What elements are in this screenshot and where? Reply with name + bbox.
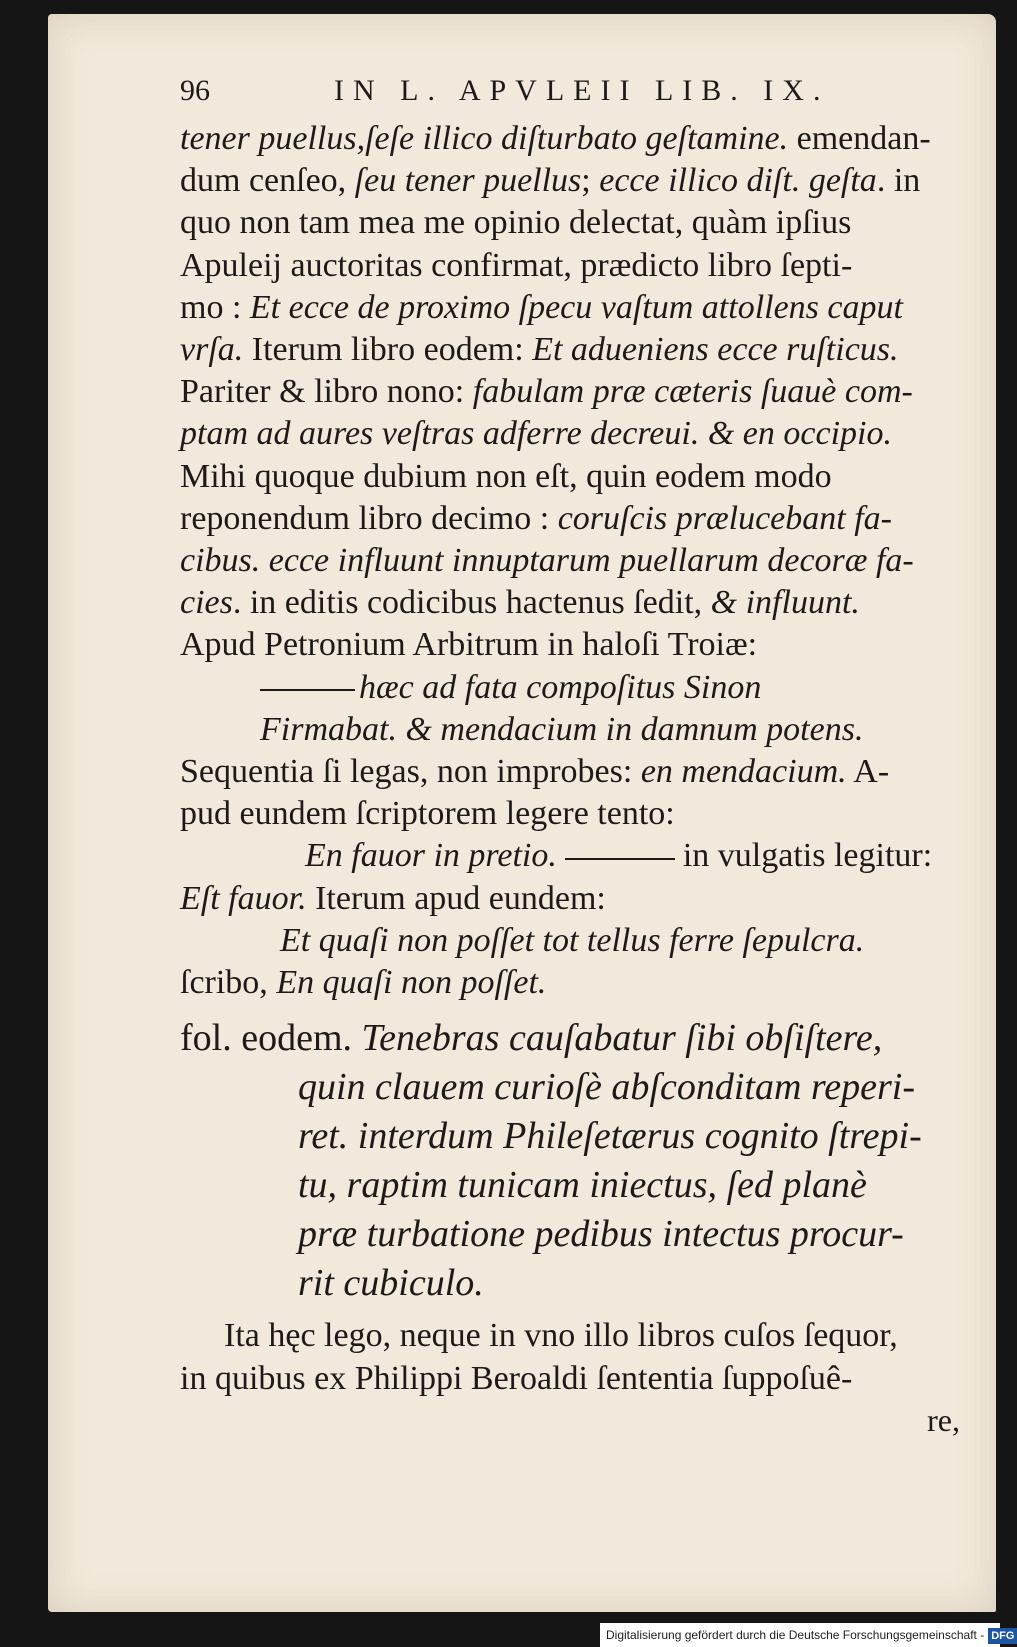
verse-line xyxy=(180,667,960,709)
paragraph-second xyxy=(180,751,960,835)
text-line xyxy=(180,793,960,835)
text-line xyxy=(180,878,960,920)
text-segment: . in editis codicibus hactenus ſedit, xyxy=(232,584,711,622)
text-line xyxy=(180,582,960,624)
text-line xyxy=(180,371,960,413)
running-head xyxy=(180,74,960,118)
text-segment: en mendacium. xyxy=(640,753,847,791)
text-line xyxy=(180,456,960,498)
text-segment: Eſt fauor. xyxy=(180,879,307,917)
text-line xyxy=(180,160,960,202)
paragraph-third xyxy=(180,878,960,920)
text-segment: Et ecce de proximo ſpecu vaſtum attollens caput xyxy=(249,288,903,326)
text-segment: vrſa. xyxy=(180,331,244,369)
text-segment: tener puellus,ſeſe illico diſturbato geſtamine. xyxy=(180,120,789,157)
verse-text: Et quaſi non poſſet tot tellus ferre ſepulcra. xyxy=(280,921,865,959)
fol-quote-line: rit cubiculo. xyxy=(298,1262,484,1305)
text-segment: Apuleij auctoritas confirmat, prædicto libro ſepti- xyxy=(180,246,853,284)
text-segment: Pariter & libro nono: xyxy=(180,373,473,411)
text-segment: coruſcis prælucebant fa- xyxy=(557,499,892,537)
text-line xyxy=(180,624,960,666)
text-line xyxy=(180,118,960,160)
paragraph-fourth xyxy=(180,962,960,1004)
text-segment: ſcribo, xyxy=(180,964,277,1002)
text-segment: fabulam præ cæteris ſuauè com- xyxy=(472,373,913,411)
fol-continuation xyxy=(180,1063,960,1308)
text-line xyxy=(180,202,960,244)
text-segment: . in xyxy=(876,162,921,200)
fol-head: fol. eodem. xyxy=(180,1017,353,1060)
footer-credit xyxy=(600,1623,1015,1647)
text-segment: Iterum apud eundem: xyxy=(306,879,606,917)
catchword: re, xyxy=(927,1402,960,1439)
text-segment: Et adueniens ecce ruſticus. xyxy=(532,331,899,369)
verse-text: hæc ad fata compoſitus Sinon xyxy=(359,668,762,706)
dfg-logo: DFG xyxy=(988,1628,1017,1644)
text-segment: emendan- xyxy=(788,120,931,157)
fol-quote: Tenebras cauſabatur ſibi obſiſtere, xyxy=(361,1017,883,1060)
text-segment: ptam ad aures veſtras adferre decreui. & en occipio. xyxy=(180,415,892,453)
verse-line xyxy=(180,920,960,962)
running-title: IN L. APVLEII LIB. IX. xyxy=(334,74,830,107)
text-segment: cies xyxy=(180,584,233,622)
fol-quote-line: quin clauem curioſè abſconditam reperi- xyxy=(298,1066,916,1109)
text-segment: En quaſi non poſſet. xyxy=(276,964,547,1002)
text-segment: quo non tam mea me opinio delectat, quàm ipſius xyxy=(180,204,852,242)
page-text xyxy=(180,74,960,1440)
text-segment: & influunt. xyxy=(710,584,860,622)
text-segment: Mihi quoque dubium non eſt, quin eodem modo xyxy=(180,457,832,495)
text-segment: cibus. ecce influunt innuptarum puellarum decoræ fa- xyxy=(180,542,914,580)
verse-text: Firmabat. & mendacium in damnum potens. xyxy=(260,710,864,748)
closing-paragraph xyxy=(180,1314,960,1400)
text-segment: ſeu tener puellus xyxy=(354,162,582,200)
text-segment: ; xyxy=(581,162,600,200)
closing-line: Ita hęc lego, neque in vno illo libros cuſos ſequor, xyxy=(224,1317,898,1355)
text-segment: A- xyxy=(846,753,890,791)
text-segment: Apud Petronium Arbitrum in haloſi Troiæ: xyxy=(180,626,758,664)
text-line xyxy=(180,751,960,793)
fol-section xyxy=(180,1014,960,1308)
text-line xyxy=(180,413,960,455)
verse-note: in vulgatis legitur: xyxy=(682,837,933,875)
verse-line xyxy=(180,835,960,877)
verse-dash xyxy=(260,689,355,691)
text-segment: pud eundem ſcriptorem legere tento: xyxy=(180,795,675,833)
text-segment: reponendum libro decimo : xyxy=(180,499,558,537)
text-line xyxy=(180,540,960,582)
page-number: 96 xyxy=(180,74,210,107)
text-line xyxy=(180,329,960,371)
text-line xyxy=(180,498,960,540)
text-segment: ecce illico diſt. geſta xyxy=(599,162,877,200)
verse-line xyxy=(180,709,960,751)
book-page xyxy=(48,14,996,1612)
closing-line: in quibus ex Philippi Beroaldi ſententia ſuppoſuê- xyxy=(180,1360,853,1398)
text-segment: mo : xyxy=(180,288,250,326)
verse-dash xyxy=(565,858,675,860)
paragraph-main xyxy=(180,118,960,667)
text-segment: Iterum libro eodem: xyxy=(243,331,533,369)
fol-first-line xyxy=(180,1014,960,1063)
verse-text: En fauor in pretio. xyxy=(305,837,557,875)
text-line xyxy=(180,245,960,287)
text-line xyxy=(180,962,960,1004)
text-segment: dum cenſeo, xyxy=(180,162,355,200)
footer-text: Digitalisierung gefördert durch die Deutsche Forschungsgemeinschaft - xyxy=(606,1628,985,1642)
text-segment: Sequentia ſi legas, non improbes: xyxy=(180,753,641,791)
fol-quote-line: præ turbatione pedibus intectus procur- xyxy=(298,1213,904,1256)
text-line xyxy=(180,287,960,329)
fol-quote-line: tu, raptim tunicam iniectus, ſed planè xyxy=(298,1164,867,1207)
fol-quote-line: ret. interdum Phileſetærus cognito ſtrepi- xyxy=(298,1115,922,1158)
